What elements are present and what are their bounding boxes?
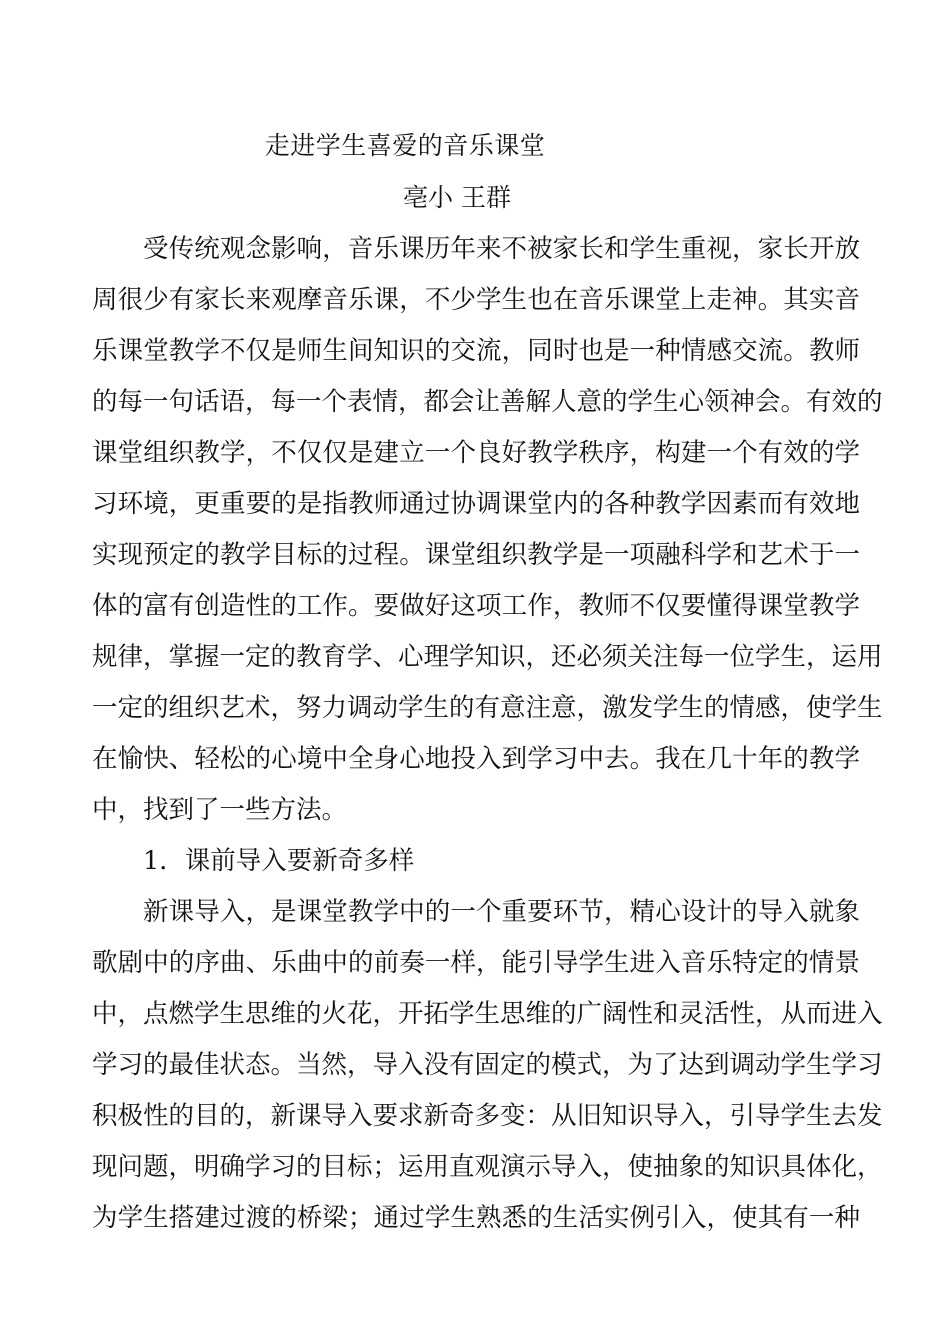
paragraph-line: 学习的最佳状态。当然，导入没有固定的模式，为了达到调动学生学习 [92, 1050, 883, 1080]
paragraph-line: 的每一句话语，每一个表情，都会让善解人意的学生心领神会。有效的 [92, 387, 883, 417]
document-author [0, 178, 950, 218]
paragraph-line: 在愉快、轻松的心境中全身心地投入到学习中去。我在几十年的教学 [92, 744, 860, 774]
paragraph-line: 现问题，明确学习的目标；运用直观演示导入，使抽象的知识具体化， [92, 1152, 883, 1182]
paragraph-line: 乐课堂教学不仅是师生间知识的交流，同时也是一种情感交流。教师 [92, 336, 860, 366]
paragraph-line: 实现预定的教学目标的过程。课堂组织教学是一项融科学和艺术于一 [92, 540, 860, 570]
title-text: 走进学生喜爱的音乐课堂 [264, 131, 546, 160]
paragraph-line: 规律，掌握一定的教育学、心理学知识，还必须关注每一位学生，运用 [92, 642, 883, 672]
paragraph-line: 中，点燃学生思维的火花，开拓学生思维的广阔性和灵活性，从而进入 [92, 999, 883, 1029]
document-title [0, 126, 950, 166]
paragraph-line: 受传统观念影响，音乐课历年来不被家长和学生重视，家长开放 [143, 234, 860, 264]
paragraph-line: 为学生搭建过渡的桥梁；通过学生熟悉的生活实例引入，使其有一种 [92, 1203, 860, 1233]
paragraph-line: 周很少有家长来观摩音乐课，不少学生也在音乐课堂上走神。其实音 [92, 285, 860, 315]
section-heading: 1．课前导入要新奇多样 [143, 846, 415, 876]
paragraph-line: 中，找到了一些方法。 [92, 795, 348, 825]
paragraph-line: 课堂组织教学，不仅仅是建立一个良好教学秩序，构建一个有效的学 [92, 438, 860, 468]
paragraph-line: 新课导入，是课堂教学中的一个重要环节，精心设计的导入就象 [143, 897, 860, 927]
paragraph-line: 体的富有创造性的工作。要做好这项工作，教师不仅要懂得课堂教学 [92, 591, 860, 621]
paragraph-line: 积极性的目的，新课导入要求新奇多变：从旧知识导入，引导学生去发 [92, 1101, 883, 1131]
paragraph-line: 习环境，更重要的是指教师通过协调课堂内的各种教学因素而有效地 [92, 489, 860, 519]
paragraph-line: 一定的组织艺术，努力调动学生的有意注意，激发学生的情感，使学生 [92, 693, 883, 723]
paragraph-line: 歌剧中的序曲、乐曲中的前奏一样，能引导学生进入音乐特定的情景 [92, 948, 860, 978]
author-text: 亳小 王群 [403, 183, 511, 212]
